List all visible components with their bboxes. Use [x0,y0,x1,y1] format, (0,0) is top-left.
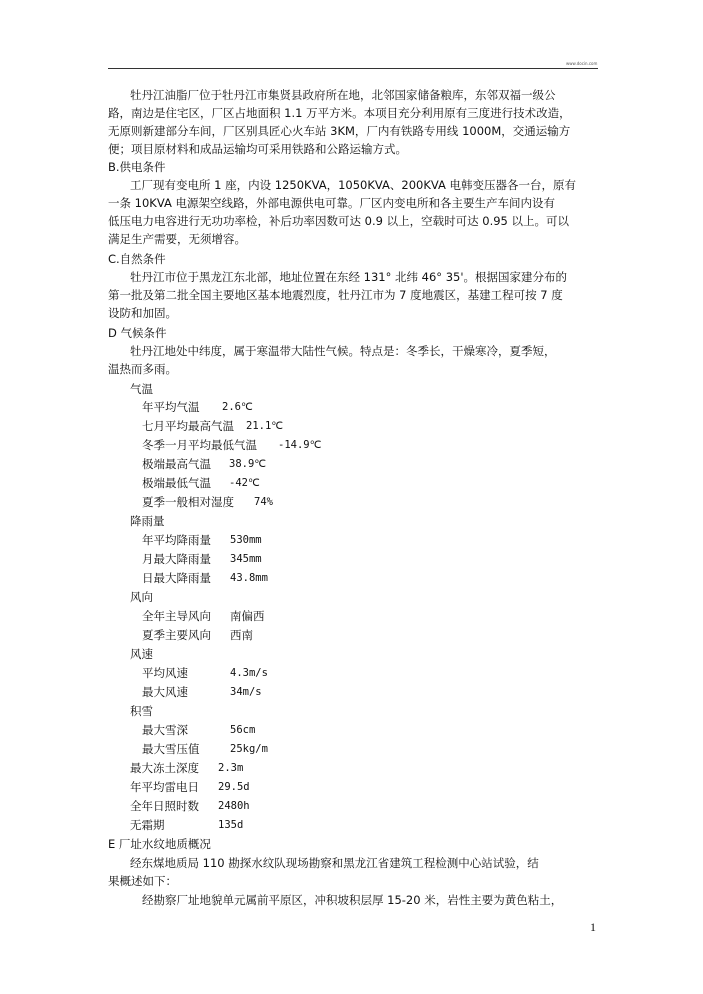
climate-label: 全年日照时数 [130,799,199,813]
section-title-e: E 厂址水纹地质概况 [108,837,211,851]
intro-line: 牡丹江油脂厂位于牡丹江市集贤县政府所在地，北邻国家储备粮库，东邻双福一级公 [130,88,556,102]
climate-value: 530mm [230,534,262,546]
climate-row [142,685,262,699]
climate-label: 最大雪压值 [142,742,200,756]
climate-heading-rainfall: 降雨量 [130,514,165,528]
section-title-c: C.自然条件 [108,252,166,266]
climate-value: -14.9℃ [278,439,322,451]
climate-label: 无霜期 [130,818,165,832]
climate-value: 43.8mm [230,572,268,584]
section-c-line: 牡丹江市位于黑龙江东北部，地址位置在东经 131° 北纬 46° 35'。根据国家建分布的 [130,270,567,284]
climate-row [130,780,250,794]
section-d-line: 温热而多雨。 [108,362,177,376]
section-b-line: 一条 10KVA 电源架空线路，外部电源供电可靠。厂区内变电所和各主要生产车间内设有 [108,196,555,210]
climate-row [142,419,284,433]
climate-value: 38.9℃ [229,458,267,470]
climate-label: 月最大降雨量 [142,552,211,566]
climate-row [130,818,244,832]
climate-value: 2480h [218,800,250,812]
climate-value: 135d [218,819,244,831]
climate-label: 年平均气温 [142,400,200,414]
section-b-line: 满足生产需要，无须增容。 [108,232,246,246]
climate-row [142,400,253,414]
climate-row [142,742,268,756]
climate-label: 最大冻土深度 [130,761,199,775]
section-b-line: 工厂现有变电所 1 座，内设 1250KVA，1050KVA、200KVA 电韩变压器各一台，原有 [130,178,577,192]
climate-value: 2.3m [218,762,244,774]
climate-value: 34m/s [230,686,262,698]
section-d-line: 牡丹江地处中纬度，属于寒温带大陆性气候。特点是：冬季长，干燥寒冷，夏季短， [130,344,556,358]
section-title-b: B.供电条件 [108,160,166,174]
section-title-d: D 气候条件 [108,326,167,340]
climate-value: 2.6℃ [222,401,253,413]
climate-value: 345mm [230,553,262,565]
climate-value: -42℃ [229,477,260,489]
section-e-line: 经勘察厂址地貌单元属前平原区，冲积坡积层厚 15-20 米，岩性主要为黄色粘土， [142,893,563,907]
climate-row [142,457,267,471]
climate-label: 平均风速 [142,666,188,680]
climate-value: 21.1℃ [246,420,284,432]
climate-heading-temperature: 气温 [130,382,153,396]
climate-label: 冬季一月平均最低气温 [142,438,257,452]
header-watermark: www.docin.com [566,61,598,66]
climate-heading-wind-speed: 风速 [130,647,153,661]
climate-row [130,799,250,813]
page-number: 1 [590,920,596,934]
climate-label: 全年主导风向 [142,609,211,623]
climate-label: 最大风速 [142,685,188,699]
climate-row [142,609,265,623]
climate-row [142,438,322,452]
climate-value: 西南 [230,628,253,642]
climate-label: 最大雪深 [142,723,188,737]
climate-row [142,571,268,585]
header-rule [108,68,598,69]
climate-row [142,495,273,509]
section-e-line: 果概述如下： [108,874,177,888]
climate-row [142,476,260,490]
climate-label: 年平均降雨量 [142,533,211,547]
intro-line: 便；项目原材料和成品运输均可采用铁路和公路运输方式。 [108,142,407,156]
climate-heading-snow: 积雪 [130,704,153,718]
climate-row [142,533,262,547]
climate-label: 年平均雷电日 [130,780,199,794]
climate-label: 日最大降雨量 [142,571,211,585]
section-b-line: 低压电力电容进行无功功率检，补后功率因数可达 0.9 以上，空载时可达 0.95 以上。可以 [108,214,570,228]
climate-label: 七月平均最高气温 [142,419,234,433]
section-c-line: 设防和加固。 [108,306,177,320]
climate-value: 56cm [230,724,256,736]
climate-heading-wind-direction: 风向 [130,590,153,604]
intro-line: 无原则新建部分车间，厂区别具匠心火车站 3KM，厂内有铁路专用线 1000M，交通运输方 [108,124,571,138]
climate-value: 74% [254,496,273,508]
climate-label: 夏季主要风向 [142,628,211,642]
climate-value: 29.5d [218,781,250,793]
climate-row [130,761,244,775]
climate-row [142,723,256,737]
climate-value: 25kg/m [230,743,268,755]
climate-label: 夏季一般相对湿度 [142,495,234,509]
climate-row [142,552,262,566]
climate-row [142,628,253,642]
climate-row [142,666,268,680]
section-c-line: 第一批及第二批全国主要地区基本地震烈度，牡丹江市为 7 度地震区，基建工程可按 7 度 [108,288,563,302]
climate-label: 极端最低气温 [142,476,211,490]
section-e-line: 经东煤地质局 110 勘探水纹队现场勘察和黑龙江省建筑工程检测中心站试验，结 [130,856,539,870]
climate-value: 南偏西 [230,609,265,623]
climate-value: 4.3m/s [230,667,268,679]
intro-line: 路，南边是住宅区，厂区占地面积 1.1 万平方米。本项目充分利用原有三度进行技术改造， [108,106,571,120]
climate-label: 极端最高气温 [142,457,211,471]
